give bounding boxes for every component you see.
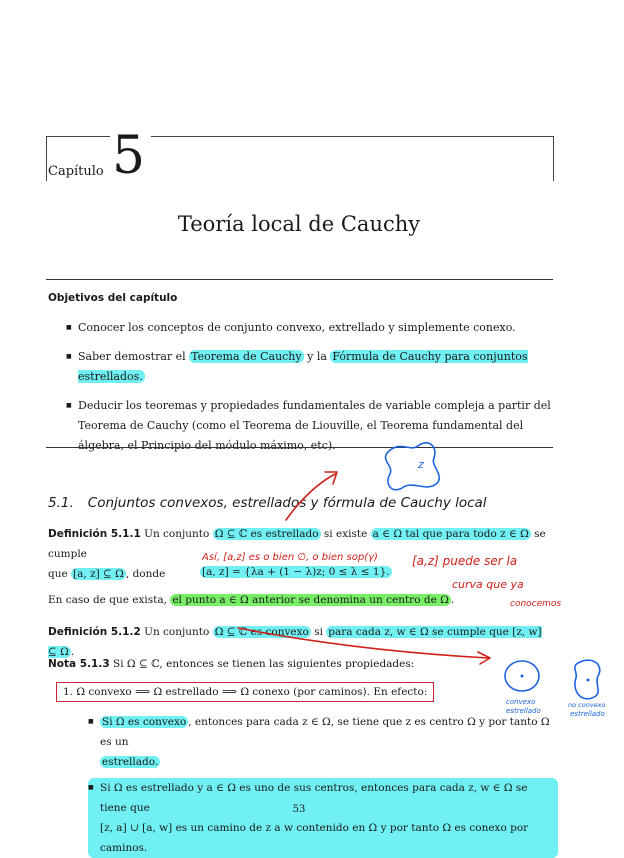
- section-title: 5.1. Conjuntos convexos, estrellados y fórmula de Cauchy local: [48, 495, 487, 511]
- nonconvex-center-dot: [587, 679, 590, 682]
- chapter-title: Teoría local de Cauchy: [177, 212, 421, 236]
- annotation-curve-3: conocemos: [510, 599, 562, 609]
- nonconvex-label-2: estrellado: [570, 710, 605, 718]
- definition-5-1-1: Definición 5.1.1 Un conjunto Ω ⊆ ℂ es estrellado si existe a ∈ Ω tal que para todo z ∈ Ω se cumple que [a, z] ⊆ Ω , donde: [48, 528, 546, 580]
- blue-star-blob: [385, 443, 439, 490]
- definition-5-1-2: Definición 5.1.2 Un conjunto Ω ⊆ ℂ es convexo si para cada z, w ∈ Ω se cumple que [z, w] ⊆ Ω .: [48, 626, 542, 658]
- page-number: 53: [292, 804, 306, 815]
- annotation-curve-1: [a,z] puede ser la: [412, 554, 518, 568]
- centro-sentence: En caso de que exista, el punto a ∈ Ω anterior se denomina un centro de Ω .: [48, 594, 455, 606]
- note-item-1: 1. Ω convexo ⟹ Ω estrellado ⟹ Ω conexo (por caminos). En efecto:: [56, 682, 434, 702]
- objective-item: ■ Conocer los conceptos de conjunto convexo, extrellado y simplemente conexo.: [66, 318, 553, 338]
- convex-center-dot: [521, 675, 524, 678]
- note-subitem: ■ Si Ω es estrellado y a ∈ Ω es uno de sus centros, entonces para cada z, w ∈ Ω se tiene que [z, a] ∪ [a, w] es un camino de z a w contenido en Ω y por tanto Ω es conexo por caminos.: [88, 778, 558, 858]
- annotation-curve-2: curva que ya: [452, 578, 524, 591]
- nonconvex-label-1: no convexo: [568, 701, 606, 709]
- chapter-label: Capítulo: [48, 164, 110, 179]
- objective-item: ■ Saber demostrar el Teorema de Cauchy y la Fórmula de Cauchy para conjuntos estrellados.: [66, 347, 553, 387]
- note-5-1-3: Nota 5.1.3 Si Ω ⊆ ℂ, entonces se tienen las siguientes propiedades:: [48, 658, 415, 670]
- note-subitem: ■ Si Ω es convexo , entonces para cada z ∈ Ω, se tiene que z es centro Ω y por tanto Ω es un estrellado.: [88, 712, 558, 772]
- chapter-number: 5: [110, 126, 151, 186]
- objective-item: ■ Deducir los teoremas y propiedades fundamentales de variable compleja a partir del Teorema de Cauchy (como el Teorema de Liouville, el Teorema fundamental del álgebra, el Principio del módulo máximo, etc).: [66, 396, 553, 456]
- interval-formula: [a, z] = {λa + (1 − λ)z; 0 ≤ λ ≤ 1}.: [202, 566, 390, 578]
- annotation-asi: Así, [a,z] es o bien ∅, o bien sop(γ): [202, 552, 378, 563]
- convex-label-2: estrellado: [506, 707, 541, 715]
- blob-label: z: [418, 458, 424, 471]
- convex-label-1: convexo: [506, 698, 536, 706]
- objectives-title: Objetivos del capítulo: [48, 292, 178, 304]
- red-arrow-right: [238, 628, 488, 658]
- red-arrow-up: [286, 474, 335, 520]
